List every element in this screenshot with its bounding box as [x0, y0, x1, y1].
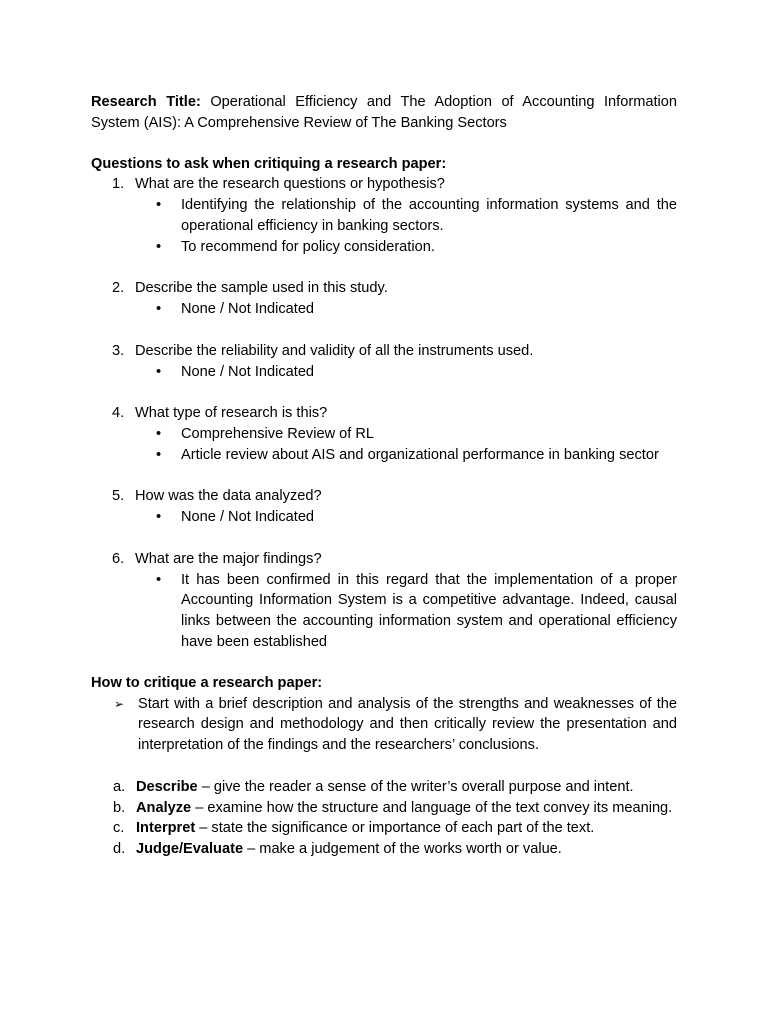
arrow-bullet-icon: ➢ — [114, 696, 125, 711]
bullet-icon: • — [156, 571, 162, 588]
critique-step — [91, 798, 677, 819]
answer-item — [135, 195, 677, 237]
critique-step — [91, 839, 677, 860]
answer-item — [135, 237, 677, 258]
bullet-icon: • — [156, 301, 162, 318]
step-letter: c. — [113, 820, 125, 837]
answer-list — [135, 299, 677, 320]
answer-text: None / Not Indicated — [181, 301, 315, 318]
question-number: 6. — [112, 550, 125, 567]
answer-list — [135, 362, 677, 383]
question-text: Describe the sample used in this study. — [135, 280, 388, 297]
question-number: 2. — [112, 280, 125, 297]
bullet-icon: • — [156, 446, 162, 463]
answer-item — [135, 424, 677, 445]
answer-item — [135, 445, 677, 466]
howto-item — [91, 694, 677, 756]
question-text: What are the research questions or hypothesis? — [135, 176, 445, 193]
critique-step — [91, 818, 677, 839]
question-item — [91, 549, 677, 653]
answer-item — [135, 507, 677, 528]
step-letter: a. — [113, 778, 126, 795]
answer-list — [135, 507, 677, 528]
answer-text: Article review about AIS and organizational performance in banking sector — [181, 446, 659, 463]
bullet-icon: • — [156, 363, 162, 380]
question-item — [91, 341, 677, 383]
step-letter: b. — [113, 799, 126, 816]
step-letter: d. — [113, 841, 126, 858]
questions-list — [91, 174, 677, 652]
document-page — [91, 92, 677, 860]
question-text: What are the major findings? — [135, 550, 322, 567]
step-text: – make a judgement of the works worth or value. — [243, 841, 562, 858]
question-item — [91, 403, 677, 465]
answer-item — [135, 362, 677, 383]
bullet-icon: • — [156, 425, 162, 442]
research-title-label: Research Title: — [91, 94, 201, 110]
answer-text: It has been confirmed in this regard that the implementation of a proper Accounting Information System is a competitive advantage. Indeed, causal links between the accounting information system and operational efficiency have been established — [181, 571, 677, 650]
howto-text: Start with a brief description and analysis of the strengths and weaknesses of the research design and methodology and then critically review the presentation and interpretation of the findings and the researchers’ conclusions. — [138, 695, 677, 754]
step-text: – examine how the structure and language of the text convey its meaning. — [191, 799, 673, 816]
question-text: What type of research is this? — [135, 405, 328, 422]
bullet-icon: • — [156, 238, 162, 255]
answer-list — [135, 195, 677, 257]
bullet-icon: • — [156, 509, 162, 526]
critique-steps-list — [91, 777, 677, 860]
answer-list — [135, 570, 677, 653]
step-term: Describe — [136, 778, 198, 795]
question-number: 1. — [112, 176, 125, 193]
answer-text: None / Not Indicated — [181, 363, 315, 380]
howto-list — [91, 694, 677, 756]
step-text: – give the reader a sense of the writer’s overall purpose and intent. — [197, 778, 634, 795]
research-title-text: Operational Efficiency and The Adoption of Accounting Information System (AIS): A Comprehensive Review of The Banking Sectors — [91, 94, 677, 131]
question-number: 3. — [112, 342, 125, 359]
question-number: 4. — [112, 405, 125, 422]
questions-heading: Questions to ask when critiquing a research paper: — [91, 155, 447, 172]
step-term: Analyze — [136, 799, 192, 816]
step-text: – state the significance or importance of each part of the text. — [195, 820, 595, 837]
answer-text: None / Not Indicated — [181, 509, 315, 526]
step-term: Judge/Evaluate — [136, 841, 244, 858]
question-item — [91, 174, 677, 257]
question-item — [91, 486, 677, 528]
answer-list — [135, 424, 677, 466]
research-title — [91, 92, 677, 134]
answer-text: Comprehensive Review of RL — [181, 425, 375, 442]
critique-step — [91, 777, 677, 798]
question-number: 5. — [112, 488, 125, 505]
step-term: Interpret — [136, 820, 196, 837]
howto-heading: How to critique a research paper: — [91, 674, 323, 691]
answer-item — [135, 570, 677, 653]
answer-item — [135, 299, 677, 320]
bullet-icon: • — [156, 197, 162, 214]
answer-text: To recommend for policy consideration. — [181, 238, 435, 255]
answer-text: Identifying the relationship of the accounting information systems and the operational efficiency in banking sectors. — [181, 197, 677, 234]
question-item — [91, 278, 677, 320]
question-text: How was the data analyzed? — [135, 488, 322, 505]
question-text: Describe the reliability and validity of all the instruments used. — [135, 342, 534, 359]
